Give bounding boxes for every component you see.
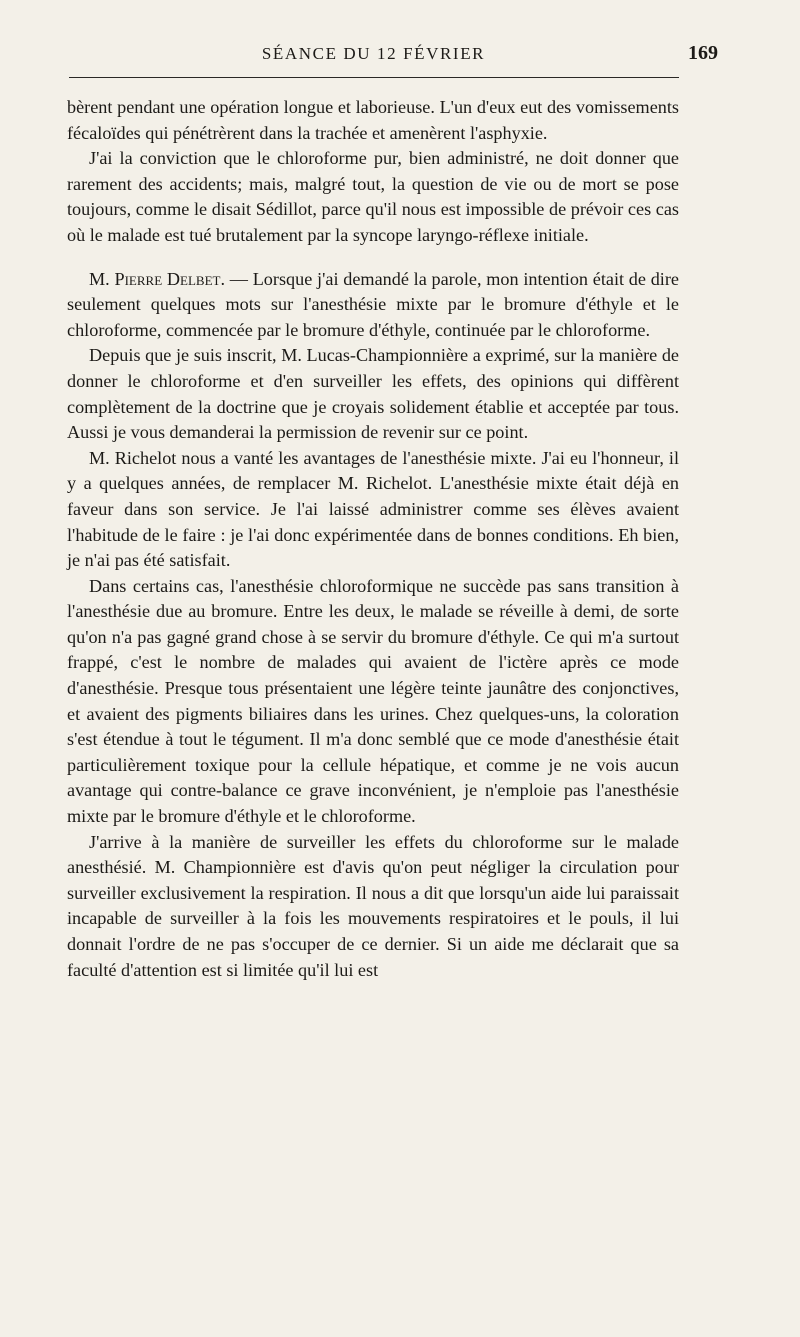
speaker-name: Pierre Delbet. xyxy=(114,268,226,289)
speaker-prefix: M. xyxy=(89,268,115,289)
page-number: 169 xyxy=(688,42,718,64)
paragraph-depuis: Depuis que je suis inscrit, M. Lucas-Championnière a exprimé, sur la manière de donner le chloroforme et d'en surveiller les effets, des opinions qui diffèrent complètement de la doctrine que je croyais solidement établie et acceptée par tous. Aussi je vous demanderai la permission de revenir sur ce point. xyxy=(67,345,679,443)
paragraph-certains-cas: Dans certains cas, l'anesthésie chloroformique ne succède pas sans transition à l'anesthésie due au bromure. Entre les deux, le malade se réveille à demi, de sorte qu'on n'a pas gagné grand chose à se servir du bromure d'éthyle. Ce qui m'a surtout frappé, c'est le nombre de malades qui avaient de l'ictère après ce mode d'anesthésie. Presque tous présentaient une légère teinte jaunâtre des conjonctives, et avaient des pigments biliaires dans les urines. Chez quelques-uns, la coloration s'est étendue à tout le tégument. Il m'a donc semblé que ce mode d'anesthésie était particulièrement toxique pour la cellule hépatique, et comme je ne vois aucun avantage qui contre-balance ce grave inconvénient, je n'emploie pas l'anesthésie mixte par le bromure d'éthyle et le chloroforme. xyxy=(67,575,679,827)
paragraph-gap xyxy=(67,249,679,267)
speech-paragraph xyxy=(67,267,679,344)
page-body xyxy=(67,95,679,983)
paragraph-richelot: M. Richelot nous a vanté les avantages de l'anesthésie mixte. J'ai eu l'honneur, il y a quelques années, de remplacer M. Richelot. L'anesthésie mixte était déjà en faveur dans son service. Je l'ai laissé administrer comme ses élèves avaient l'habitude de le faire : je l'ai donc expérimentée dans de bonnes conditions. Eh bien, je n'ai pas été satisfait. xyxy=(67,447,679,571)
speech-text: — Lorsque j'ai demandé la parole, mon intention était de dire seulement quelques mots sur l'anesthésie mixte par le bromure d'éthyle et le chloroforme, commencée par le bromure d'éthyle, continuée par le chloroforme. xyxy=(67,268,679,340)
header-rule xyxy=(69,77,679,78)
running-title: SÉANCE DU 12 FÉVRIER xyxy=(261,44,486,63)
running-head xyxy=(67,40,718,70)
paragraph-conviction: J'ai la conviction que le chloroforme pur, bien administré, ne doit donner que rarement des accidents; mais, malgré tout, la question de vie ou de mort se pose toujours, comme le disait Sédillot, parce qu'il nous est impossible de prévoir ces cas où le malade est tué brutalement par la syncope laryngo-réflexe initiale. xyxy=(67,148,679,245)
paragraph-surveiller: J'arrive à la manière de surveiller les effets du chloroforme sur le malade anesthésié. M. Championnière est d'avis qu'on peut négliger la circulation pour surveiller exclusivement la respiration. Il nous a dit que lorsqu'un aide lui paraissait incapable de surveiller à la fois les mouvements respiratoires et le pouls, il lui donnait l'ordre de ne pas s'occuper de ce dernier. Si un aide me déclarait que sa faculté d'attention est si limitée qu'il lui est xyxy=(67,831,679,980)
paragraph-continued: bèrent pendant une opération longue et laborieuse. L'un d'eux eut des vomissements fécaloïdes qui pénétrèrent dans la trachée et amenèrent l'asphyxie. xyxy=(67,97,679,143)
